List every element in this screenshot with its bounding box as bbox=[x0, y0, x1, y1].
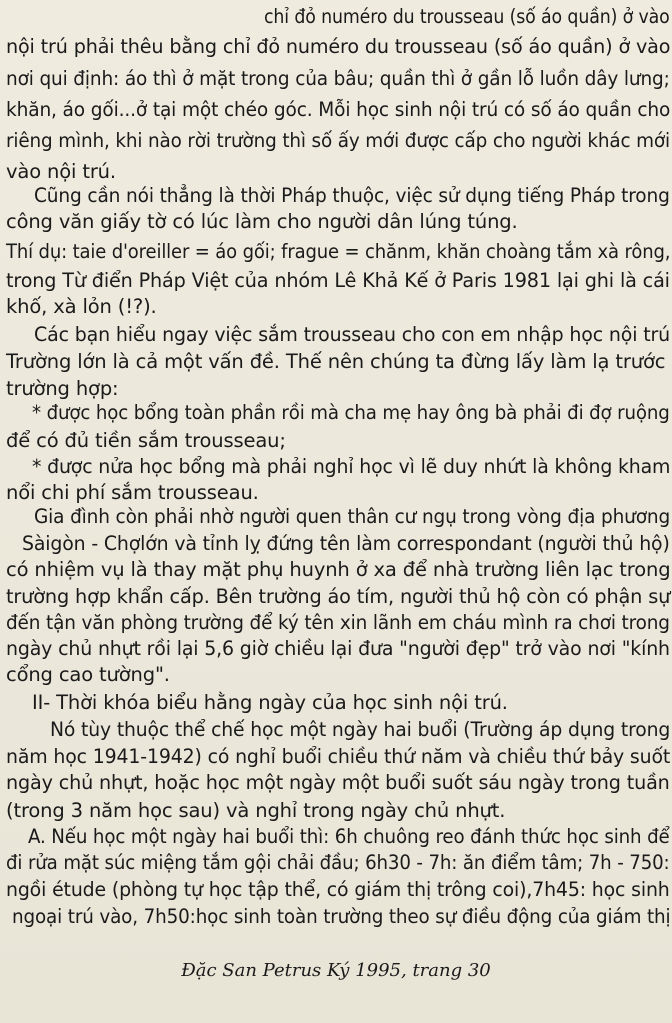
text-line: công văn giấy tờ có lúc làm cho người dân lúng túng. bbox=[6, 210, 518, 233]
text-line: đến tận văn phòng trường để ký tên xin lãnh em cháu mình ra chơi trong bbox=[6, 611, 670, 634]
text-line: A. Nếu học một ngày hai buổi thì: 6h chuông reo đánh thức học sinh để bbox=[28, 825, 670, 848]
text-line: (trong 3 năm học sau) và nghỉ trong ngày chủ nhựt. bbox=[6, 799, 506, 822]
text-line: trường hợp: bbox=[6, 377, 119, 400]
text-line: Cũng cần nói thẳng là thời Pháp thuộc, việc sử dụng tiếng Pháp trong bbox=[34, 184, 670, 207]
text-line: II- Thời khóa biểu hằng ngày của học sinh nội trú. bbox=[32, 691, 508, 714]
text-line: Các bạn hiểu ngay việc sắm trousseau cho con em nhập học nội trú bbox=[34, 323, 671, 346]
text-line: có nhiệm vụ là thay mặt phụ huynh ở xa để nhà trường liên lạc trong bbox=[6, 558, 671, 581]
text-line: năm học 1941-1942) có nghỉ buổi chiều thứ năm và chiều thứ bảy suốt bbox=[6, 745, 671, 768]
text-line: vào nội trú. bbox=[6, 160, 116, 183]
text-line: nổi chi phí sắm trousseau. bbox=[6, 481, 259, 504]
page-footer: Đặc San Petrus Ký 1995, trang 30 bbox=[181, 960, 491, 981]
text-line: Thí dụ: taie d'oreiller = áo gối; frague = chănm, khăn choàng tắm xà rông, bbox=[6, 240, 671, 263]
text-line: cổng cao tường". bbox=[6, 663, 170, 686]
text-line: chỉ đỏ numéro du trousseau (số áo quần) ở vào bbox=[264, 5, 670, 28]
text-line: Nó tùy thuộc thể chế học một ngày hai buổi (Trường áp dụng trong bbox=[50, 718, 671, 741]
text-line: Sàigòn - Chợlớn và tỉnh lỵ đứng tên làm correspondant (người thủ hộ) bbox=[22, 532, 670, 555]
text-line: khăn, áo gối...ở tại một chéo góc. Mỗi học sinh nội trú có số áo quần cho bbox=[6, 98, 671, 121]
text-line: ngày chủ nhựt rồi lại 5,6 giờ chiều lại đưa "người đẹp" trở vào nơi "kính bbox=[6, 637, 670, 660]
text-line: đi rửa mặt súc miệng tắm gội chải đầu; 6h30 - 7h: ăn điểm tâm; 7h - 750: bbox=[6, 851, 670, 874]
text-line: * được nửa học bổng mà phải nghỉ học vì lẽ duy nhứt là không kham bbox=[32, 455, 671, 478]
text-line: ngày chủ nhựt, hoặc học một ngày một buổi suốt sáu ngày trong tuần bbox=[6, 771, 670, 794]
text-line: ngoại trú vào, 7h50:học sinh toàn trường theo sự điều động của giám thị bbox=[12, 905, 671, 928]
text-line: trong Từ điển Pháp Việt của nhóm Lê Khả Kế ở Paris 1981 lại ghi là cái bbox=[6, 269, 670, 292]
text-line: Gia đình còn phải nhờ người quen thân cư ngụ trong vòng địa phương bbox=[34, 505, 671, 528]
text-line: * được học bổng toàn phần rồi mà cha mẹ hay ông bà phải đi đợ ruộng bbox=[32, 401, 670, 424]
text-line: để có đủ tiền sắm trousseau; bbox=[6, 429, 286, 452]
text-line: trường hợp khẩn cấp. Bên trường áo tím, người thủ hộ còn có phận sự bbox=[6, 585, 671, 608]
text-line: khố, xà lỏn (!?). bbox=[6, 295, 157, 318]
text-line: nội trú phải thêu bằng chỉ đỏ numéro du trousseau (số áo quần) ở vào bbox=[6, 35, 671, 58]
text-line: Trường lớn là cả một vấn đề. Thế nên chúng ta đừng lấy làm lạ trước bbox=[6, 350, 666, 373]
text-line: nơi qui định: áo thì ở mặt trong của bâu; quần thì ở gần lỗ luồn dây lưng; bbox=[6, 67, 670, 90]
text-line: ngồi étude (phòng tự học tập thể, có giám thị trông coi),7h45: học sinh bbox=[6, 878, 670, 901]
text-line: riêng mình, khi nào rời trường thì số ấy mới được cấp cho người khác mới bbox=[6, 129, 670, 152]
